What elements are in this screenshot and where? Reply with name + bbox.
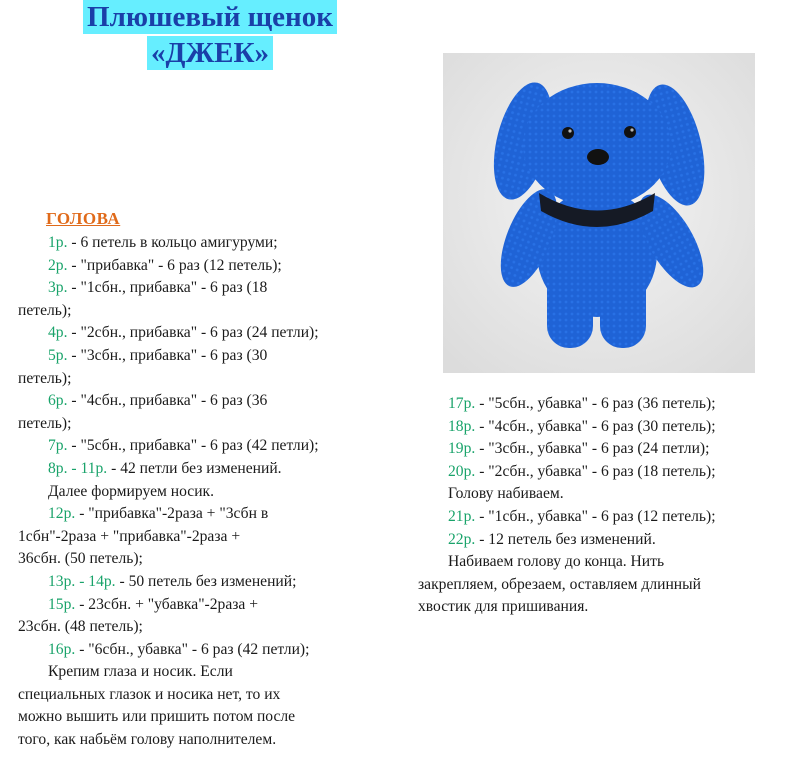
instruction-text: - 23сбн. + "убавка"-2раза + — [75, 595, 259, 613]
instruction-line — [18, 458, 410, 481]
row-number: 15р. — [48, 595, 76, 613]
row-number: 8р. - 11р. — [48, 459, 108, 477]
row-number: 3р. — [48, 279, 68, 297]
instruction-text: - "4сбн., прибавка" - 6 раз (36 — [67, 392, 268, 410]
instruction-text: 23сбн. (48 петель); — [18, 618, 143, 636]
instruction-line — [18, 413, 410, 436]
instruction-line — [18, 526, 410, 549]
pattern-title — [62, 0, 358, 70]
instruction-line — [418, 483, 796, 506]
instruction-text: - "2сбн., прибавка" - 6 раз (24 петли); — [67, 324, 319, 342]
instructions-left — [18, 232, 410, 752]
instruction-text: - "1сбн., убавка" - 6 раз (12 петель); — [475, 507, 716, 525]
instruction-line — [18, 548, 410, 571]
instruction-text: можно вышить или пришить потом после — [18, 708, 296, 726]
instruction-text: Голову набиваем. — [448, 485, 564, 503]
instruction-text: - 50 петель без изменений; — [115, 572, 297, 590]
puppy-photo — [443, 53, 755, 373]
instruction-line — [18, 435, 410, 458]
row-number: 7р. — [48, 437, 68, 455]
instruction-line — [18, 616, 410, 639]
instruction-text: - "1сбн., прибавка" - 6 раз (18 — [67, 279, 268, 297]
instruction-line — [18, 729, 410, 752]
instruction-line — [418, 596, 796, 619]
instruction-line — [418, 506, 796, 529]
instruction-line — [18, 481, 410, 504]
row-number: 13р. - 14р. — [48, 572, 116, 590]
instruction-line — [18, 639, 410, 662]
instruction-text: - "3сбн., убавка" - 6 раз (24 петли); — [475, 440, 710, 458]
instruction-text: - "прибавка"-2раза + "3сбн в — [75, 505, 269, 523]
instruction-line — [418, 438, 796, 461]
instruction-text: 1сбн"-2раза + "прибавка"-2раза + — [18, 527, 241, 545]
instruction-line — [18, 345, 410, 368]
instruction-text: Набиваем голову до конца. Нить — [448, 553, 665, 571]
row-number: 20р. — [448, 462, 476, 480]
row-number: 5р. — [48, 346, 68, 364]
instructions-right — [418, 393, 796, 619]
instruction-line — [18, 368, 410, 391]
section-title-head: ГОЛОВА — [46, 209, 121, 228]
row-number: 21р. — [448, 507, 476, 525]
instruction-line — [418, 574, 796, 597]
row-number: 2р. — [48, 256, 68, 274]
row-number: 1р. — [48, 234, 68, 251]
instruction-line — [418, 529, 796, 552]
instruction-text: - "5сбн., убавка" - 6 раз (36 петель); — [475, 395, 716, 412]
instruction-text: - "прибавка" - 6 раз (12 петель); — [67, 256, 282, 274]
instruction-text: - "3сбн., прибавка" - 6 раз (30 — [67, 346, 268, 364]
instruction-text: - 42 петли без изменений. — [107, 459, 282, 477]
instruction-line — [18, 277, 410, 300]
instruction-text: Крепим глаза и носик. Если — [48, 663, 233, 681]
instruction-text: - "2сбн., убавка" - 6 раз (18 петель); — [475, 462, 716, 480]
instruction-line — [18, 232, 410, 255]
instruction-line — [18, 503, 410, 526]
instruction-text: петель); — [18, 414, 72, 432]
instruction-text: - 6 петель в кольцо амигуруми; — [67, 234, 278, 251]
row-number: 17р. — [448, 395, 476, 412]
instruction-line — [18, 706, 410, 729]
instruction-text: - "5сбн., прибавка" - 6 раз (42 петли); — [67, 437, 319, 455]
instruction-line — [18, 300, 410, 323]
instruction-line — [18, 390, 410, 413]
instruction-text: Далее формируем носик. — [48, 482, 215, 500]
instruction-line — [18, 322, 410, 345]
row-number: 18р. — [448, 417, 476, 435]
row-number: 4р. — [48, 324, 68, 342]
instruction-text: - "6сбн., убавка" - 6 раз (42 петли); — [75, 640, 310, 658]
row-number: 19р. — [448, 440, 476, 458]
instruction-line — [18, 594, 410, 617]
row-number: 6р. — [48, 392, 68, 410]
instruction-text: закрепляем, обрезаем, оставляем длинный — [418, 575, 701, 593]
instruction-text: - "4сбн., убавка" - 6 раз (30 петель); — [475, 417, 716, 435]
instruction-line — [18, 661, 410, 684]
instruction-text: хвостик для пришивания. — [418, 598, 589, 616]
instruction-line — [418, 551, 796, 574]
instruction-text: того, как набьём голову наполнителем. — [18, 731, 277, 749]
instruction-line — [418, 461, 796, 484]
instruction-line — [18, 255, 410, 278]
title-line-1: Плюшевый щенок — [83, 0, 337, 34]
instruction-text: 36сбн. (50 петель); — [18, 550, 143, 568]
title-line-2: «ДЖЕК» — [147, 36, 273, 70]
instruction-line — [18, 571, 410, 594]
instruction-line — [418, 416, 796, 439]
instruction-text: специальных глазок и носика нет, то их — [18, 685, 281, 703]
instruction-text: - 12 петель без изменений. — [475, 530, 656, 548]
row-number: 12р. — [48, 505, 76, 523]
instruction-line — [18, 684, 410, 707]
row-number: 16р. — [48, 640, 76, 658]
instruction-line — [418, 393, 796, 416]
row-number: 22р. — [448, 530, 476, 548]
instruction-text: петель); — [18, 301, 72, 319]
instruction-text: петель); — [18, 369, 72, 387]
